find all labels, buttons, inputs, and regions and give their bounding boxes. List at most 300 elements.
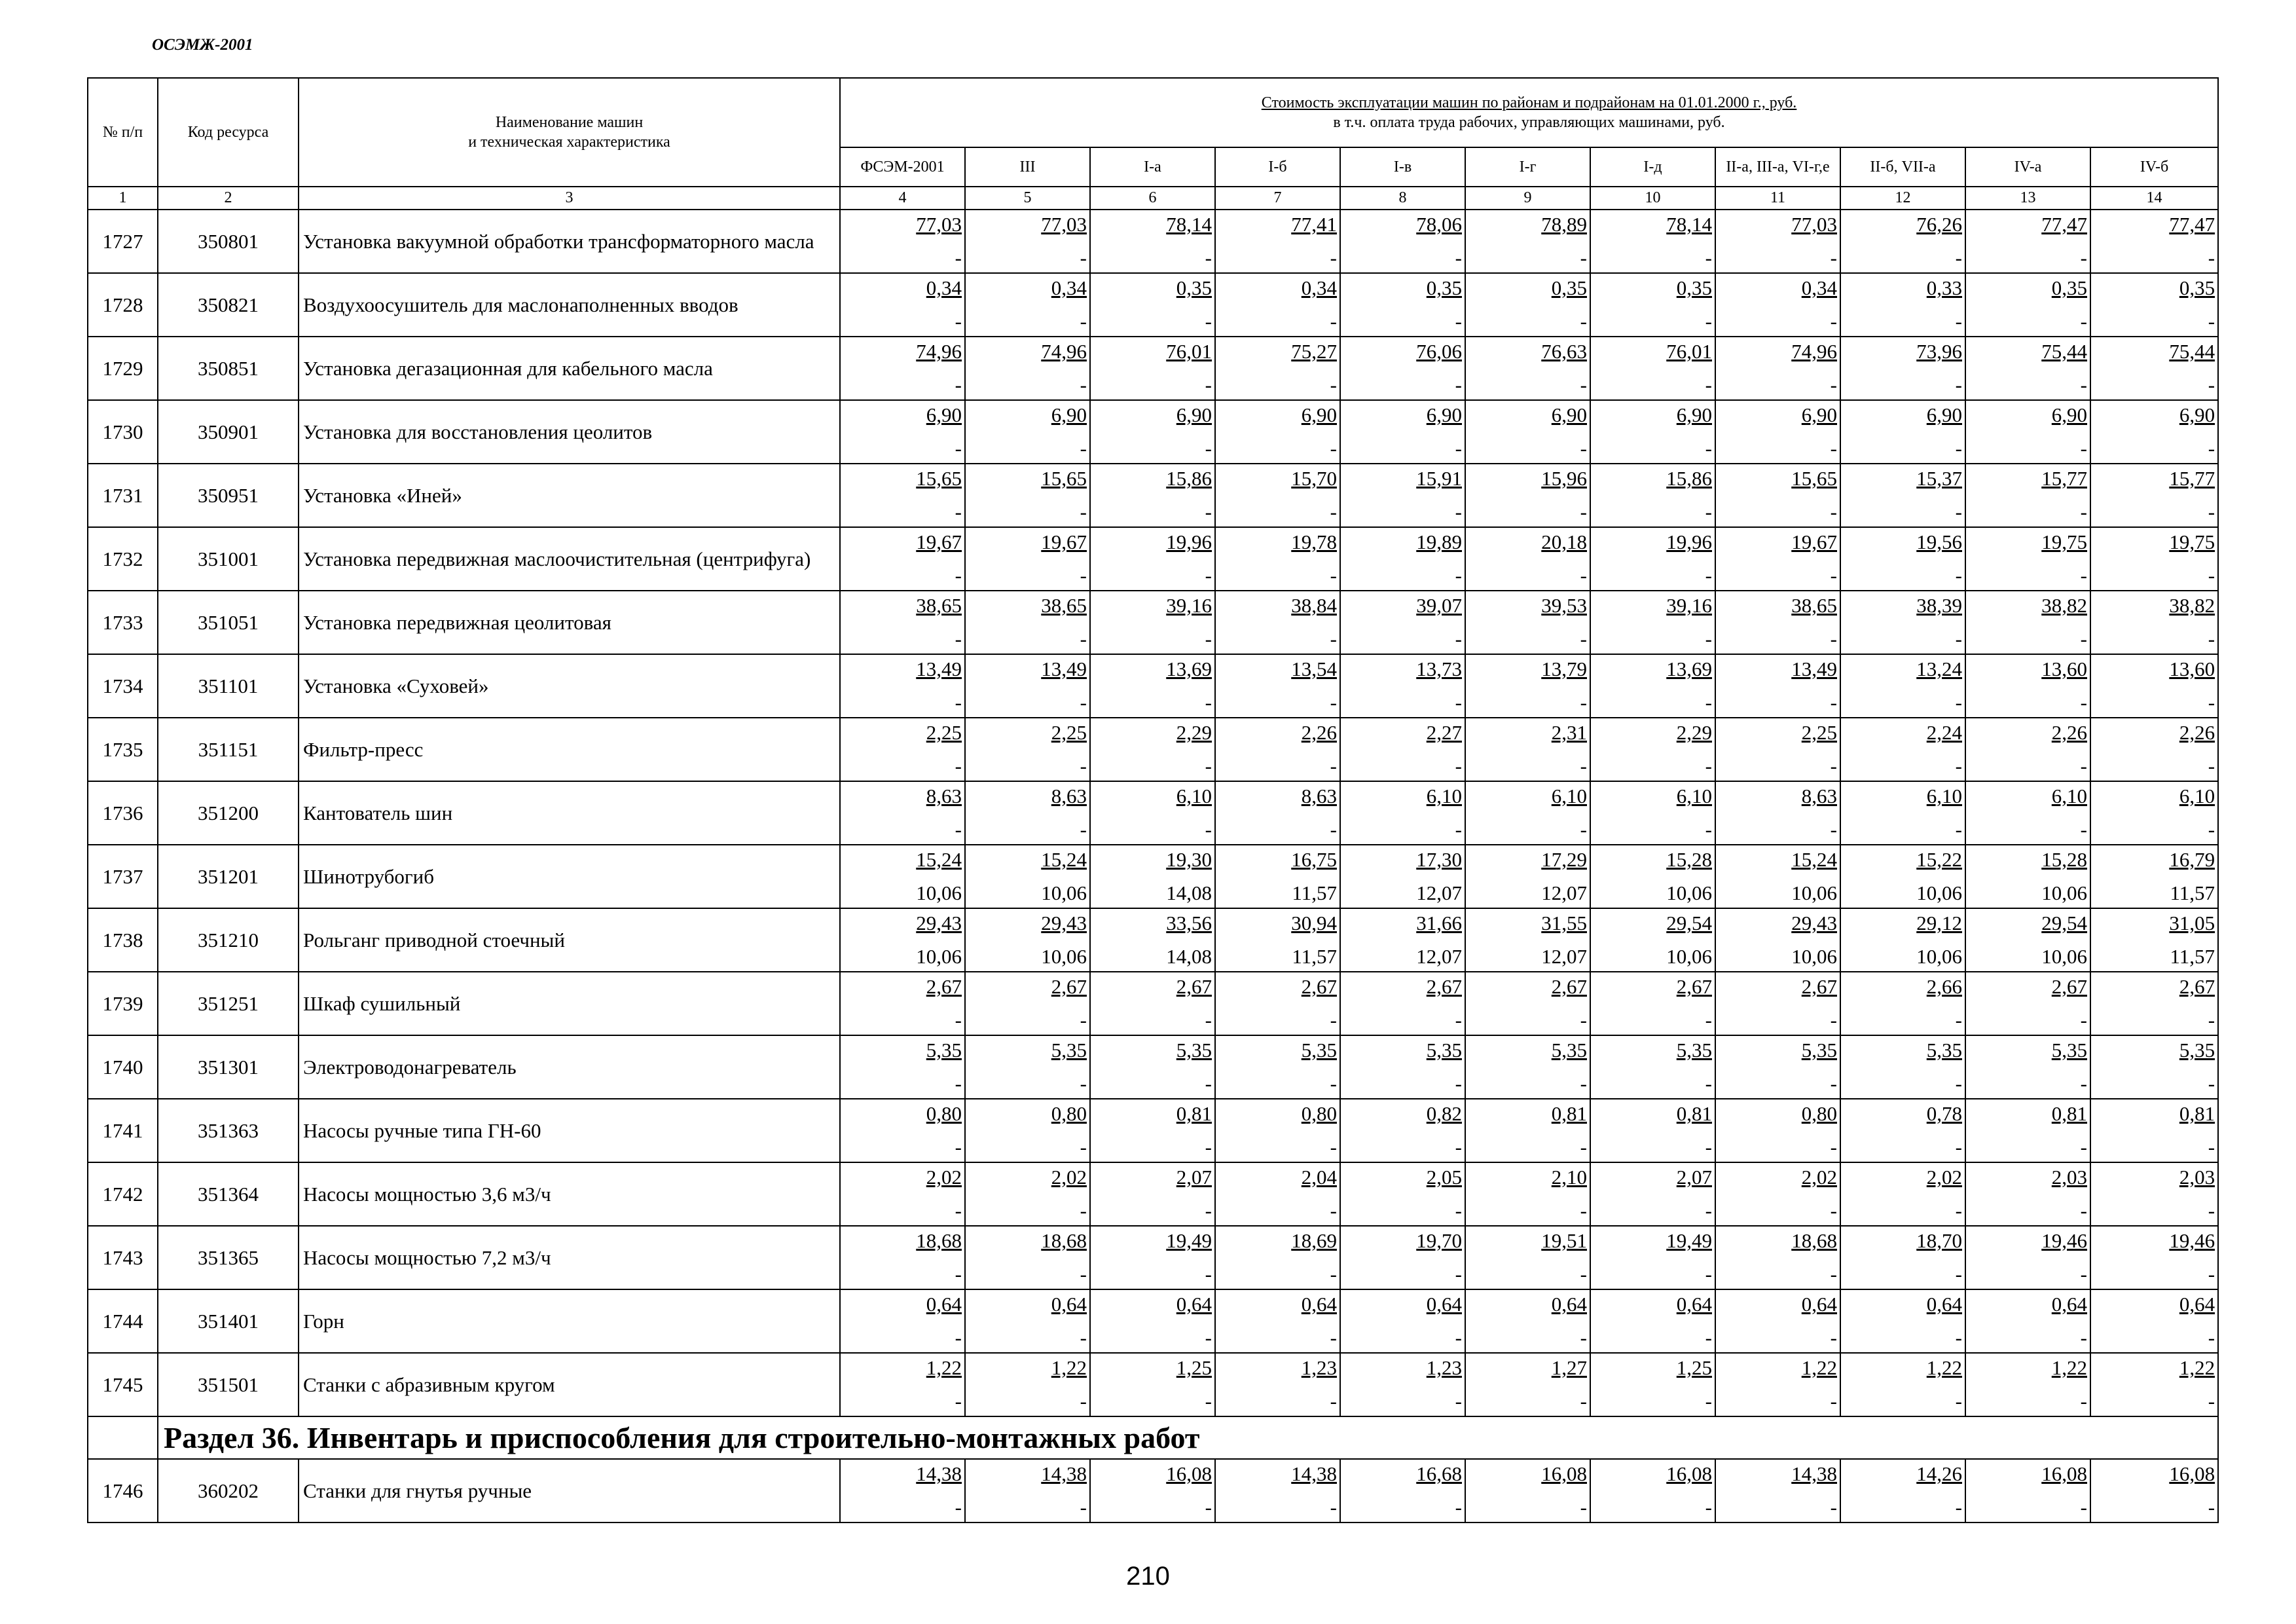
cost-cell xyxy=(1965,337,2090,400)
labor-cost: - xyxy=(1705,754,1712,777)
row-number: 1730 xyxy=(88,400,158,464)
row-number: 1735 xyxy=(88,718,158,781)
column-number: 14 xyxy=(2090,187,2218,210)
column-number: 10 xyxy=(1590,187,1715,210)
operating-cost: 29,54 xyxy=(1666,912,1712,934)
operating-cost: 15,86 xyxy=(1166,467,1212,490)
cost-cell xyxy=(840,527,965,591)
labor-cost: - xyxy=(1080,1199,1087,1222)
labor-cost: - xyxy=(955,1135,962,1158)
cost-cell xyxy=(1590,400,1715,464)
operating-cost: 19,75 xyxy=(2169,530,2215,553)
labor-cost: - xyxy=(1205,627,1212,650)
cost-cell xyxy=(1340,845,1465,908)
operating-cost: 18,69 xyxy=(1291,1229,1337,1252)
cost-cell xyxy=(1340,1162,1465,1226)
labor-cost: 14,08 xyxy=(1166,881,1212,904)
cost-cell xyxy=(840,1099,965,1162)
labor-cost: - xyxy=(1080,1390,1087,1412)
region-header: III xyxy=(965,147,1090,187)
operating-cost: 73,96 xyxy=(1916,340,1962,363)
machine-name: Установка «Иней» xyxy=(299,464,840,527)
cost-cell xyxy=(1090,273,1215,337)
labor-cost: - xyxy=(1705,1263,1712,1285)
row-number: 1728 xyxy=(88,273,158,337)
labor-cost: - xyxy=(2080,1135,2087,1158)
labor-cost: - xyxy=(2208,691,2215,714)
cost-cell xyxy=(1590,1162,1715,1226)
operating-cost: 2,29 xyxy=(1676,721,1712,744)
operating-cost: 2,29 xyxy=(1176,721,1212,744)
cost-cell xyxy=(1840,718,1965,781)
cost-cell xyxy=(840,1162,965,1226)
operating-cost: 19,67 xyxy=(916,530,962,553)
operating-cost: 14,38 xyxy=(1291,1462,1337,1485)
region-header: I-в xyxy=(1340,147,1465,187)
labor-cost: - xyxy=(2208,1199,2215,1222)
labor-cost: - xyxy=(955,1496,962,1519)
labor-cost: - xyxy=(2080,437,2087,460)
labor-cost: - xyxy=(2208,500,2215,523)
cost-cell xyxy=(1090,400,1215,464)
operating-cost: 39,07 xyxy=(1416,594,1462,617)
cost-cell xyxy=(1340,1289,1465,1353)
labor-cost: - xyxy=(1080,1072,1087,1095)
labor-cost: - xyxy=(1705,500,1712,523)
operating-cost: 76,06 xyxy=(1416,340,1462,363)
cost-cell xyxy=(1215,1459,1340,1522)
operating-cost: 1,25 xyxy=(1676,1356,1712,1379)
labor-cost: - xyxy=(1705,1072,1712,1095)
cost-cell xyxy=(1715,1289,1840,1353)
operating-cost: 1,22 xyxy=(2051,1356,2087,1379)
row-number: 1742 xyxy=(88,1162,158,1226)
operating-cost: 13,60 xyxy=(2041,657,2087,680)
operating-cost: 19,96 xyxy=(1666,530,1712,553)
labor-cost: - xyxy=(1080,1135,1087,1158)
cost-cell xyxy=(965,908,1090,972)
resource-code: 351200 xyxy=(158,781,299,845)
cost-cell xyxy=(1340,591,1465,654)
labor-cost: - xyxy=(2208,437,2215,460)
labor-cost: - xyxy=(1455,691,1462,714)
operating-cost: 6,90 xyxy=(2051,403,2087,426)
operating-cost: 0,33 xyxy=(1926,276,1962,299)
labor-cost: - xyxy=(1455,1072,1462,1095)
cost-cell xyxy=(1590,781,1715,845)
labor-cost: - xyxy=(1330,1390,1337,1412)
cost-cell xyxy=(1590,1289,1715,1353)
labor-cost: - xyxy=(955,1199,962,1222)
cost-cell xyxy=(1590,464,1715,527)
operating-cost: 15,96 xyxy=(1541,467,1587,490)
cost-cell xyxy=(840,908,965,972)
labor-cost: - xyxy=(1955,246,1962,269)
labor-cost: - xyxy=(1830,437,1837,460)
labor-cost: - xyxy=(1330,246,1337,269)
machine-name: Установка для восстановления цеолитов xyxy=(299,400,840,464)
operating-cost: 14,38 xyxy=(916,1462,962,1485)
cost-cell xyxy=(965,464,1090,527)
labor-cost: - xyxy=(1955,373,1962,396)
labor-cost: - xyxy=(1705,246,1712,269)
cost-cell xyxy=(1340,781,1465,845)
labor-cost: 10,06 xyxy=(1041,881,1087,904)
operating-cost: 0,35 xyxy=(1676,276,1712,299)
operating-cost: 2,07 xyxy=(1176,1166,1212,1189)
cost-cell xyxy=(2090,845,2218,908)
labor-cost: - xyxy=(1330,310,1337,333)
cost-cell xyxy=(1090,718,1215,781)
operating-cost: 38,65 xyxy=(1791,594,1837,617)
cost-cell xyxy=(1340,1226,1465,1289)
labor-cost: - xyxy=(1955,1496,1962,1519)
operating-cost: 6,10 xyxy=(1926,784,1962,807)
machine-name: Установка передвижная цеолитовая xyxy=(299,591,840,654)
labor-cost: - xyxy=(1080,246,1087,269)
operating-cost: 15,24 xyxy=(916,848,962,871)
labor-cost: - xyxy=(1330,564,1337,587)
operating-cost: 16,68 xyxy=(1416,1462,1462,1485)
machine-name: Шинотрубогиб xyxy=(299,845,840,908)
region-header: I-б xyxy=(1215,147,1340,187)
column-number: 6 xyxy=(1090,187,1215,210)
cost-cell xyxy=(1965,781,2090,845)
row-number: 1745 xyxy=(88,1353,158,1416)
resource-code: 351251 xyxy=(158,972,299,1035)
resource-code: 350851 xyxy=(158,337,299,400)
operating-cost: 2,67 xyxy=(926,975,962,998)
cost-cell xyxy=(1715,654,1840,718)
operating-cost: 2,02 xyxy=(926,1166,962,1189)
operating-cost: 38,39 xyxy=(1916,594,1962,617)
operating-cost: 31,55 xyxy=(1541,912,1587,934)
operating-cost: 19,67 xyxy=(1041,530,1087,553)
operating-cost: 16,79 xyxy=(2169,848,2215,871)
operating-cost: 0,64 xyxy=(926,1293,962,1316)
operating-cost: 19,49 xyxy=(1666,1229,1712,1252)
labor-cost: - xyxy=(1080,691,1087,714)
labor-cost: - xyxy=(2080,1326,2087,1349)
cost-cell xyxy=(965,781,1090,845)
operating-cost: 0,81 xyxy=(2179,1102,2215,1125)
cost-cell xyxy=(1465,654,1590,718)
cost-cell xyxy=(1090,781,1215,845)
labor-cost: - xyxy=(2208,564,2215,587)
operating-cost: 76,26 xyxy=(1916,213,1962,236)
operating-cost: 0,64 xyxy=(1551,1293,1587,1316)
labor-cost: - xyxy=(2080,818,2087,841)
cost-cell xyxy=(1340,1353,1465,1416)
operating-cost: 29,12 xyxy=(1916,912,1962,934)
region-header: I-г xyxy=(1465,147,1590,187)
table-row xyxy=(88,972,2218,1035)
cost-cell xyxy=(1090,1226,1215,1289)
labor-cost: - xyxy=(1080,754,1087,777)
table-row xyxy=(88,1035,2218,1099)
cost-cell xyxy=(1715,1035,1840,1099)
operating-cost: 8,63 xyxy=(926,784,962,807)
operating-cost: 2,67 xyxy=(1801,975,1837,998)
operating-cost: 1,22 xyxy=(1051,1356,1087,1379)
labor-cost: - xyxy=(1830,500,1837,523)
labor-cost: - xyxy=(1080,1496,1087,1519)
labor-cost: - xyxy=(1705,627,1712,650)
row-number: 1729 xyxy=(88,337,158,400)
cost-cell xyxy=(1965,1162,2090,1226)
labor-cost: - xyxy=(955,246,962,269)
row-number: 1743 xyxy=(88,1226,158,1289)
cost-cell xyxy=(840,591,965,654)
operating-cost: 2,67 xyxy=(1176,975,1212,998)
labor-cost: - xyxy=(955,1390,962,1412)
cost-cell xyxy=(1715,1459,1840,1522)
labor-cost: - xyxy=(1330,818,1337,841)
labor-cost: - xyxy=(1080,500,1087,523)
cost-cell xyxy=(965,210,1090,273)
labor-cost: 12,07 xyxy=(1416,945,1462,968)
cost-cell xyxy=(965,1035,1090,1099)
operating-cost: 6,90 xyxy=(1426,403,1462,426)
cost-cell xyxy=(1840,1162,1965,1226)
operating-cost: 2,26 xyxy=(2179,721,2215,744)
labor-cost: - xyxy=(1705,1496,1712,1519)
operating-cost: 8,63 xyxy=(1301,784,1337,807)
table-row xyxy=(88,908,2218,972)
operating-cost: 16,08 xyxy=(1541,1462,1587,1485)
cost-cell xyxy=(1715,1353,1840,1416)
operating-cost: 2,67 xyxy=(1551,975,1587,998)
table-row xyxy=(88,718,2218,781)
labor-cost: - xyxy=(1830,373,1837,396)
operating-cost: 78,14 xyxy=(1666,213,1712,236)
operating-cost: 18,68 xyxy=(1041,1229,1087,1252)
cost-cell xyxy=(840,718,965,781)
labor-cost: 11,57 xyxy=(1292,945,1337,968)
labor-cost: - xyxy=(1580,1390,1587,1412)
cost-cell xyxy=(1715,1162,1840,1226)
cost-cell xyxy=(1840,654,1965,718)
labor-cost: - xyxy=(1080,437,1087,460)
operating-cost: 1,23 xyxy=(1426,1356,1462,1379)
cost-cell xyxy=(1965,1099,2090,1162)
cost-cell xyxy=(1465,781,1590,845)
operating-cost: 2,02 xyxy=(1926,1166,1962,1189)
section-row xyxy=(88,1416,2218,1459)
cost-cell xyxy=(1090,1162,1215,1226)
labor-cost: 11,57 xyxy=(2170,881,2215,904)
cost-cell xyxy=(1590,908,1715,972)
region-header: ФСЭМ-2001 xyxy=(840,147,965,187)
labor-cost: - xyxy=(1330,1263,1337,1285)
column-number: 7 xyxy=(1215,187,1340,210)
cost-cell xyxy=(1965,1226,2090,1289)
operating-cost: 18,68 xyxy=(916,1229,962,1252)
cost-cell xyxy=(1090,464,1215,527)
operating-cost: 2,02 xyxy=(1051,1166,1087,1189)
labor-cost: - xyxy=(2208,1326,2215,1349)
machine-name: Электроводонагреватель xyxy=(299,1035,840,1099)
cost-cell xyxy=(1465,1035,1590,1099)
cost-cell xyxy=(1965,591,2090,654)
operating-cost: 39,16 xyxy=(1166,594,1212,617)
operating-cost: 0,35 xyxy=(1176,276,1212,299)
cost-cell xyxy=(2090,1289,2218,1353)
operating-cost: 6,90 xyxy=(1051,403,1087,426)
labor-cost: - xyxy=(1580,564,1587,587)
cost-cell xyxy=(1090,527,1215,591)
operating-cost: 13,73 xyxy=(1416,657,1462,680)
cost-cell xyxy=(1465,591,1590,654)
operating-cost: 6,90 xyxy=(2179,403,2215,426)
labor-cost: - xyxy=(1705,1008,1712,1031)
machine-name: Станки с абразивным кругом xyxy=(299,1353,840,1416)
cost-cell xyxy=(1215,527,1340,591)
cost-cell xyxy=(840,845,965,908)
labor-cost: - xyxy=(1080,373,1087,396)
operating-cost: 15,28 xyxy=(1666,848,1712,871)
cost-cell xyxy=(1590,845,1715,908)
cost-cell xyxy=(965,591,1090,654)
cost-cell xyxy=(1590,210,1715,273)
operating-cost: 2,67 xyxy=(1051,975,1087,998)
table-row xyxy=(88,210,2218,273)
machine-name: Насосы мощностью 7,2 м3/ч xyxy=(299,1226,840,1289)
cost-cell xyxy=(1840,464,1965,527)
operating-cost: 13,24 xyxy=(1916,657,1962,680)
resource-code: 350821 xyxy=(158,273,299,337)
cost-cell xyxy=(840,337,965,400)
cost-cell xyxy=(1215,591,1340,654)
table-row xyxy=(88,1099,2218,1162)
cost-cell xyxy=(840,400,965,464)
cost-cell xyxy=(840,464,965,527)
row-number: 1731 xyxy=(88,464,158,527)
resource-code: 351301 xyxy=(158,1035,299,1099)
resource-code: 351363 xyxy=(158,1099,299,1162)
labor-cost: - xyxy=(1455,1008,1462,1031)
labor-cost: - xyxy=(1205,500,1212,523)
labor-cost: - xyxy=(1580,1496,1587,1519)
operating-cost: 76,01 xyxy=(1666,340,1712,363)
operating-cost: 38,65 xyxy=(1041,594,1087,617)
operating-cost: 13,49 xyxy=(916,657,962,680)
labor-cost: - xyxy=(1205,691,1212,714)
cost-cell xyxy=(1090,908,1215,972)
operating-cost: 74,96 xyxy=(1041,340,1087,363)
cost-cell xyxy=(1715,273,1840,337)
cost-cell xyxy=(1215,1353,1340,1416)
labor-cost: 11,57 xyxy=(2170,945,2215,968)
labor-cost: - xyxy=(1955,1072,1962,1095)
resource-code: 351151 xyxy=(158,718,299,781)
labor-cost: - xyxy=(2080,627,2087,650)
labor-cost: - xyxy=(1830,627,1837,650)
cost-cell xyxy=(1465,845,1590,908)
cost-cell xyxy=(1965,718,2090,781)
cost-cell xyxy=(2090,464,2218,527)
operating-cost: 8,63 xyxy=(1801,784,1837,807)
labor-cost: - xyxy=(1830,1072,1837,1095)
cost-cell xyxy=(1965,527,2090,591)
labor-cost: - xyxy=(1205,1263,1212,1285)
labor-cost: 10,06 xyxy=(1666,945,1712,968)
cost-cell xyxy=(1465,972,1590,1035)
operating-cost: 5,35 xyxy=(1051,1039,1087,1061)
labor-cost: - xyxy=(1455,1199,1462,1222)
labor-cost: 10,06 xyxy=(1041,945,1087,968)
labor-cost: 11,57 xyxy=(1292,881,1337,904)
cost-cell xyxy=(1840,1226,1965,1289)
cost-cell xyxy=(1840,1353,1965,1416)
labor-cost: - xyxy=(1830,1008,1837,1031)
operating-cost: 31,05 xyxy=(2169,912,2215,934)
row-number: 1741 xyxy=(88,1099,158,1162)
labor-cost: - xyxy=(955,691,962,714)
operating-cost: 0,35 xyxy=(2179,276,2215,299)
header-code: Код ресурса xyxy=(158,78,299,187)
labor-cost: - xyxy=(2080,246,2087,269)
labor-cost: - xyxy=(955,373,962,396)
operating-cost: 0,80 xyxy=(1051,1102,1087,1125)
operating-cost: 6,10 xyxy=(1426,784,1462,807)
operating-cost: 0,80 xyxy=(926,1102,962,1125)
cost-cell xyxy=(840,781,965,845)
labor-cost: 14,08 xyxy=(1166,945,1212,968)
resource-code: 360202 xyxy=(158,1459,299,1522)
cost-cell xyxy=(1965,845,2090,908)
labor-cost: - xyxy=(1330,754,1337,777)
labor-cost: - xyxy=(1080,1008,1087,1031)
cost-cell xyxy=(1215,972,1340,1035)
cost-cell xyxy=(1590,1459,1715,1522)
operating-cost: 6,10 xyxy=(1176,784,1212,807)
labor-cost: - xyxy=(2080,1496,2087,1519)
operating-cost: 74,96 xyxy=(1791,340,1837,363)
labor-cost: - xyxy=(1205,754,1212,777)
operating-cost: 0,81 xyxy=(1176,1102,1212,1125)
cost-cell xyxy=(965,1289,1090,1353)
cost-cell xyxy=(1965,464,2090,527)
operating-cost: 5,35 xyxy=(1801,1039,1837,1061)
table-row xyxy=(88,273,2218,337)
table-row xyxy=(88,781,2218,845)
cost-cell xyxy=(1840,1459,1965,1522)
labor-cost: - xyxy=(1330,437,1337,460)
labor-cost: - xyxy=(1205,310,1212,333)
column-number: 8 xyxy=(1340,187,1465,210)
cost-cell xyxy=(1965,1035,2090,1099)
labor-cost: - xyxy=(1330,627,1337,650)
cost-cell xyxy=(1965,972,2090,1035)
cost-cell xyxy=(965,273,1090,337)
operating-cost: 2,67 xyxy=(1301,975,1337,998)
cost-cell xyxy=(965,400,1090,464)
region-header: II-а, III-а, VI-г,е xyxy=(1715,147,1840,187)
labor-cost: - xyxy=(1705,373,1712,396)
operating-cost: 2,03 xyxy=(2179,1166,2215,1189)
labor-cost: 10,06 xyxy=(2041,945,2087,968)
labor-cost: 10,06 xyxy=(2041,881,2087,904)
operating-cost: 19,46 xyxy=(2169,1229,2215,1252)
operating-cost: 38,65 xyxy=(916,594,962,617)
labor-cost: 10,06 xyxy=(1916,881,1962,904)
operating-cost: 13,49 xyxy=(1041,657,1087,680)
cost-cell xyxy=(1340,337,1465,400)
operating-cost: 5,35 xyxy=(1301,1039,1337,1061)
labor-cost: - xyxy=(1580,1326,1587,1349)
cost-cell xyxy=(840,972,965,1035)
